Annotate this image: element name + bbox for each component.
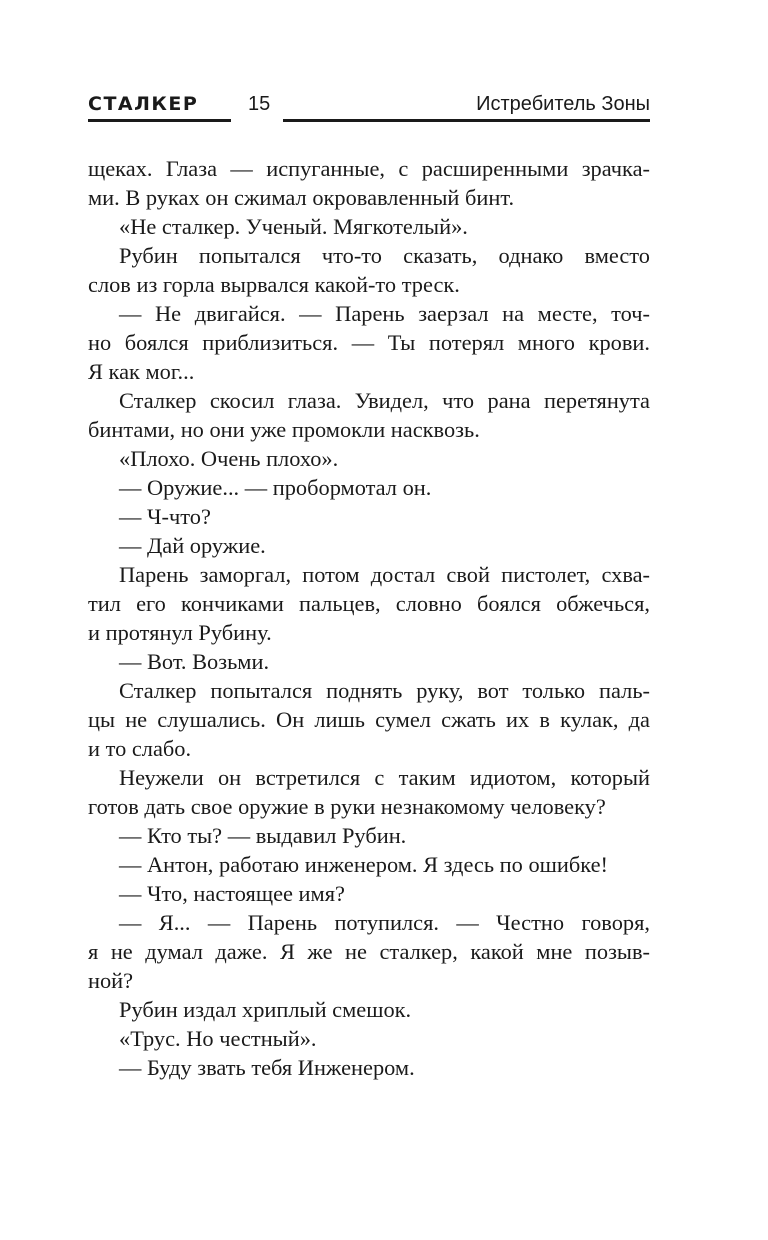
book-title: Истребитель Зоны xyxy=(476,93,650,115)
text-line: цы не слушались. Он лишь сумел сжать их в кулак, да xyxy=(88,707,650,732)
text-line: щеках. Глаза — испуганные, с расширенными зрачка- xyxy=(88,156,650,181)
text-line: — Кто ты? — выдавил Рубин. xyxy=(119,823,407,848)
series-underline xyxy=(88,119,231,122)
text-line: Рубин попытался что-то сказать, однако вместо xyxy=(119,243,650,268)
text-line: — Буду звать тебя Инженером. xyxy=(119,1055,415,1080)
text-line: Сталкер попытался поднять руку, вот только паль- xyxy=(119,678,650,703)
text-line: — Дай оружие. xyxy=(119,533,266,558)
text-line: — Оружие... — пробормотал он. xyxy=(119,475,432,500)
text-line: — Что, настоящее имя? xyxy=(119,881,345,906)
text-line: — Ч-что? xyxy=(119,504,211,529)
text-line: — Антон, работаю инженером. Я здесь по ошибке! xyxy=(119,852,608,877)
text-line: я не думал даже. Я же не сталкер, какой мне позыв- xyxy=(88,939,650,964)
title-underline xyxy=(283,119,650,122)
text-line: но боялся приблизиться. — Ты потерял много крови. xyxy=(88,330,650,355)
series-name: СТАЛКЕР xyxy=(88,93,199,115)
text-line: ми. В руках он сжимал окровавленный бинт. xyxy=(88,185,515,210)
text-line: — Не двигайся. — Парень заерзал на месте, точ- xyxy=(119,301,650,326)
text-line: Сталкер скосил глаза. Увидел, что рана перетянута xyxy=(119,388,650,413)
text-line: тил его кончиками пальцев, словно боялся обжечься, xyxy=(88,591,650,616)
body-text xyxy=(88,154,650,1082)
text-line: и то слабо. xyxy=(88,736,192,761)
text-line: готов дать свое оружие в руки незнакомому человеку? xyxy=(88,794,606,819)
page-number: 15 xyxy=(248,93,271,115)
text-line: Неужели он встретился с таким идиотом, который xyxy=(119,765,650,790)
text-line: «Плохо. Очень плохо». xyxy=(119,446,339,471)
text-line: Парень заморгал, потом достал свой пистолет, схва- xyxy=(119,562,650,587)
page-header xyxy=(88,92,650,122)
text-line: и протянул Рубину. xyxy=(88,620,272,645)
text-line: слов из горла вырвался какой-то треск. xyxy=(88,272,460,297)
text-line: ной? xyxy=(88,968,134,993)
text-line: — Я... — Парень потупился. — Честно говоря, xyxy=(119,910,650,935)
text-line: Рубин издал хриплый смешок. xyxy=(119,997,412,1022)
text-line: «Трус. Но честный». xyxy=(119,1026,317,1051)
text-line: «Не сталкер. Ученый. Мягкотелый». xyxy=(119,214,468,239)
text-line: бинтами, но они уже промокли насквозь. xyxy=(88,417,480,442)
text-line: — Вот. Возьми. xyxy=(119,649,270,674)
text-line: Я как мог... xyxy=(88,359,195,384)
